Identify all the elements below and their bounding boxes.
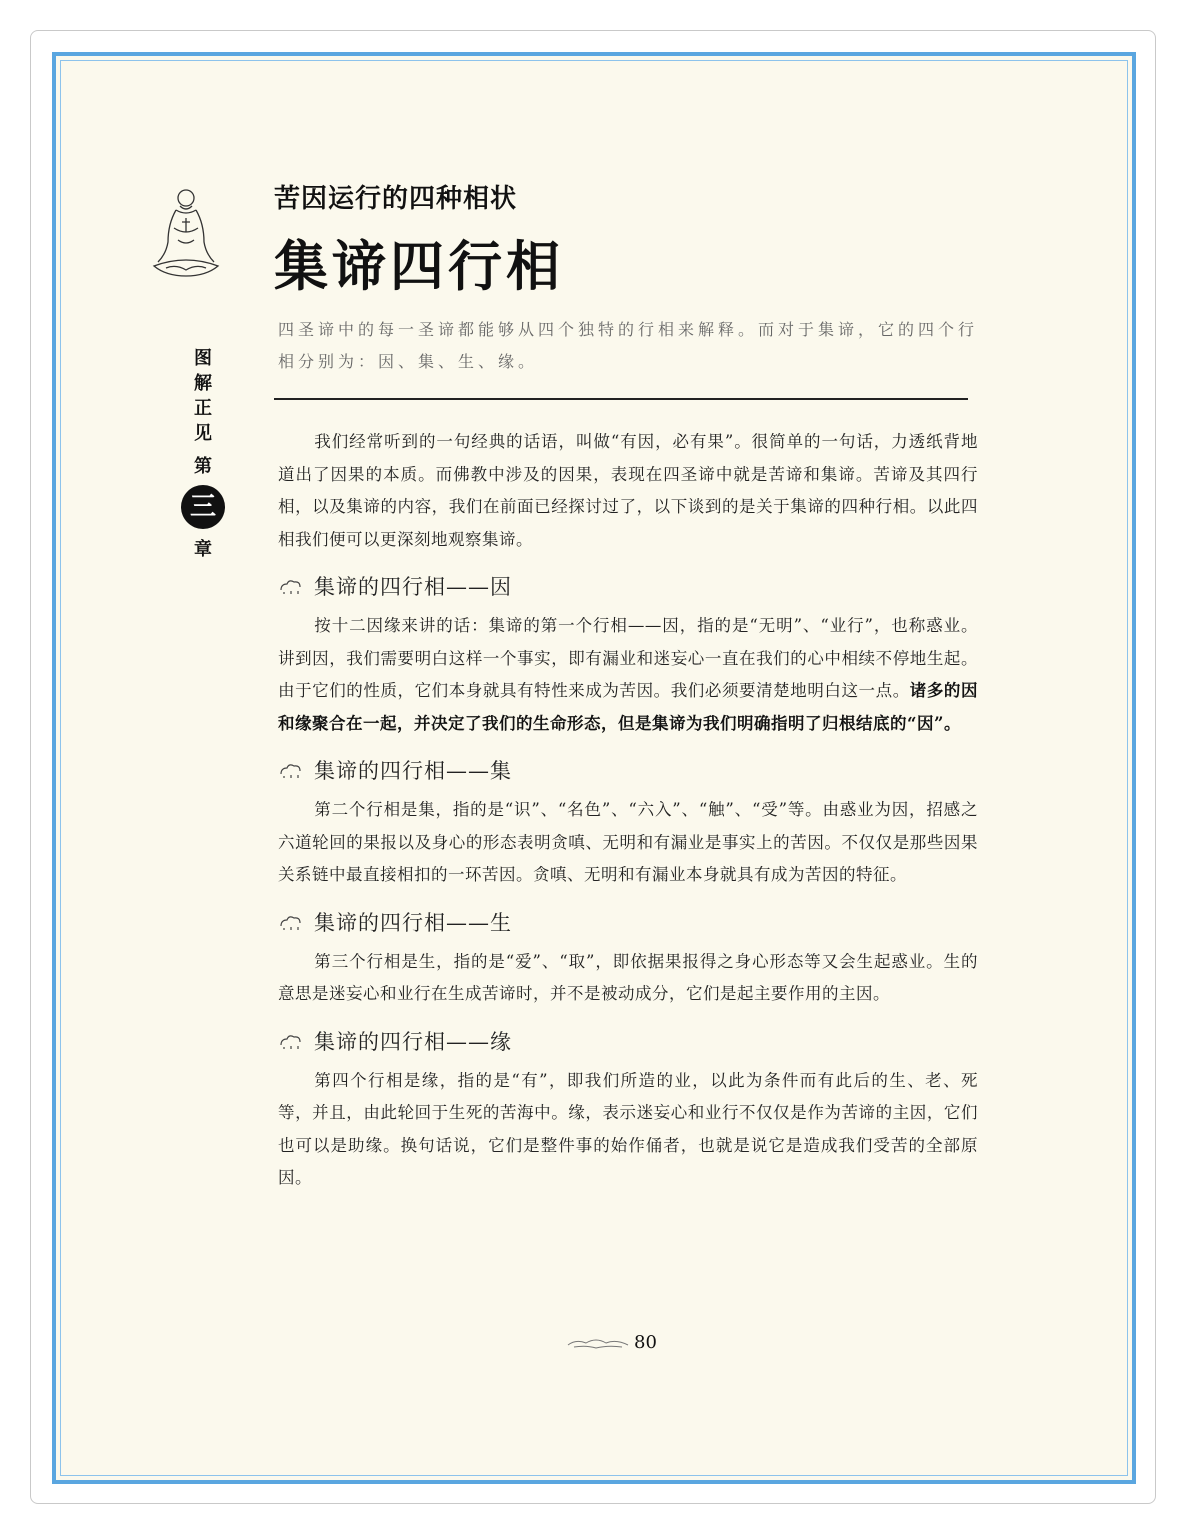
page-border bbox=[52, 52, 1136, 1484]
page-subtitle: 苦因运行的四种相状 bbox=[274, 184, 518, 214]
book-title-char: 图 bbox=[194, 348, 212, 369]
section-text: 按十二因缘来讲的话：集谛的第一个行相——因，指的是“无明”、“业行”，也称惑业。讲到因，我们需要明白这样一个事实，即有漏业和迷妄心一直在我们的心中相续不停地生起。由于它们的性质，它们本身就具有特性来成为苦因。我们必须要清楚地明白这一点。 bbox=[278, 616, 978, 700]
section-bold-text: 诸多的因和缘聚合在一起，并决定了我们的生命形态，但是集谛为我们明确指明了归根结底的“因”。 bbox=[278, 681, 979, 733]
chapter-sidebar bbox=[183, 346, 223, 562]
book-title-char: 见 bbox=[194, 423, 212, 444]
chapter-number-badge: 三 bbox=[181, 485, 225, 529]
section-title: 集谛的四行相——因 bbox=[314, 575, 512, 599]
cloud-ornament-icon bbox=[278, 760, 304, 780]
page-footer bbox=[566, 1332, 657, 1353]
article-body bbox=[278, 426, 978, 1195]
section-heading bbox=[278, 566, 978, 606]
page bbox=[56, 56, 1132, 1480]
section-title: 集谛的四行相——集 bbox=[314, 759, 512, 783]
page-title: 集谛四行相 bbox=[274, 234, 564, 298]
divider-rule bbox=[274, 398, 968, 400]
chapter-suffix: 章 bbox=[194, 539, 212, 560]
cloud-ornament-icon bbox=[278, 1031, 304, 1051]
section-paragraph bbox=[278, 610, 978, 740]
monk-illustration bbox=[146, 184, 226, 280]
section-paragraph: 第三个行相是生，指的是“爱”、“取”，即依据果报得之身心形态等又会生起惑业。生的意思是迷妄心和业行在生成苦谛时，并不是被动成分，它们是起主要作用的主因。 bbox=[278, 951, 978, 1003]
opening-paragraph: 我们经常听到的一句经典的话语，叫做“有因，必有果”。很简单的一句话，力透纸背地道出了因果的本质。而佛教中涉及的因果，表现在四圣谛中就是苦谛和集谛。苦谛及其四行相，以及集谛的内容，我们在前面已经探讨过了，以下谈到的是关于集谛的四种行相。以此四相我们便可以更深刻地观察集谛。 bbox=[278, 432, 978, 549]
section-title: 集谛的四行相——生 bbox=[314, 910, 512, 935]
section-heading bbox=[278, 750, 978, 790]
cloud-ornament-icon bbox=[566, 1335, 630, 1351]
section-heading bbox=[278, 902, 978, 942]
book-title-char: 解 bbox=[194, 373, 212, 394]
chapter-prefix: 第 bbox=[194, 456, 212, 477]
cloud-ornament-icon bbox=[278, 912, 304, 932]
intro-line: 四圣谛中的每一圣谛都能够从四个独特的行相来解释。而对于集谛，它的四个行 bbox=[278, 320, 979, 339]
section-title: 集谛的四行相——缘 bbox=[314, 1029, 512, 1054]
book-title-char: 正 bbox=[194, 398, 212, 419]
section-heading bbox=[278, 1021, 978, 1061]
book-title-vertical bbox=[183, 346, 223, 446]
section-paragraph: 第二个行相是集，指的是“识”、“名色”、“六入”、“触”、“受”等。由惑业为因，招感之六道轮回的果报以及身心的形态表明贪嗔、无明和有漏业是事实上的苦因。不仅仅是那些因果关系链中最直接相扣的一环苦因。贪嗔、无明和有漏业本身就具有成为苦因的特征。 bbox=[278, 800, 978, 884]
page-number: 80 bbox=[634, 1332, 657, 1353]
cloud-ornament-icon bbox=[278, 576, 304, 596]
section-paragraph: 第四个行相是缘，指的是“有”，即我们所造的业，以此为条件而有此后的生、老、死等，并且，由此轮回于生死的苦海中。缘，表示迷妄心和业行不仅仅是作为苦谛的主因，它们也可以是助缘。换句话说，它们是整件事的始作俑者，也就是说它是造成我们受苦的全部原因。 bbox=[278, 1070, 978, 1187]
intro-line: 相分别为：因、集、生、缘。 bbox=[278, 352, 539, 371]
intro-summary bbox=[278, 314, 978, 378]
